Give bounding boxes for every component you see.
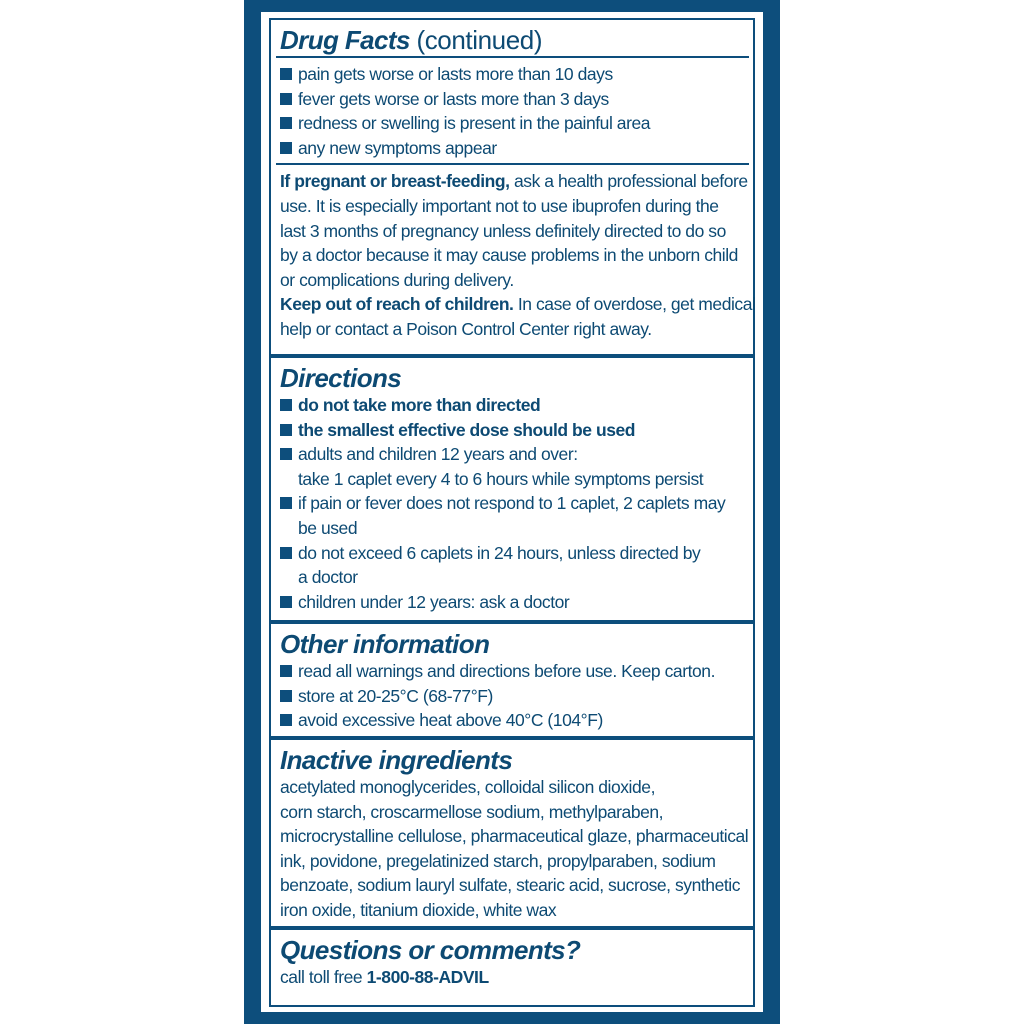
bullet-square-icon [280, 497, 292, 509]
label-panel [244, 0, 780, 1024]
questions-heading: Questions or comments? [280, 935, 581, 965]
other-information-section [269, 622, 755, 738]
bullet-square-icon [280, 448, 292, 460]
list-item: pain gets worse or lasts more than 10 days [280, 62, 745, 87]
inactive-ingredients-text: acetylated monoglycerides, colloidal silicon dioxide, corn starch, croscarmellose sodium, methylparaben, microcrystalline cellulose, pharmaceutical glaze, pharmaceutical ink, povidone, pregelatinized starch, propylparaben, sodium benzoate, sodium lauryl sulfate, stearic acid, sucrose, synthetic iron oxide, titanium dioxide, white wax [280, 777, 749, 920]
other-information-list [280, 659, 745, 733]
section-rule [276, 163, 749, 165]
label-inner [261, 12, 763, 1012]
list-item: the smallest effective dose should be used [280, 418, 745, 443]
bullet-square-icon [280, 424, 292, 436]
directions-heading: Directions [280, 363, 402, 393]
keep-out-of-reach-warning: Keep out of reach of children. In case of overdose, get medical help or contact a Poison Control Center right away. [280, 294, 756, 339]
bullet-square-icon [280, 665, 292, 677]
section-rule [276, 56, 749, 58]
drug-facts-section [269, 18, 755, 356]
questions-section [269, 928, 755, 1007]
inactive-ingredients-section [269, 738, 755, 928]
directions-section [269, 356, 755, 622]
list-item: avoid excessive heat above 40°C (104°F) [280, 708, 745, 733]
pregnancy-warning-lead: If pregnant or breast-feeding, [280, 171, 510, 192]
keep-out-lead: Keep out of reach of children. [280, 294, 514, 315]
phone-number: 1-800-88-ADVIL [366, 967, 489, 987]
list-item: do not exceed 6 caplets in 24 hours, unless directed by [280, 541, 745, 566]
list-item: do not take more than directed [280, 393, 745, 418]
heading-suffix: (continued) [416, 25, 543, 55]
list-item: redness or swelling is present in the painful area [280, 111, 745, 136]
list-item: read all warnings and directions before use. Keep carton. [280, 659, 745, 684]
list-item: if pain or fever does not respond to 1 caplet, 2 caplets may [280, 491, 745, 516]
bullet-square-icon [280, 117, 292, 129]
list-item: fever gets worse or lasts more than 3 days [280, 87, 745, 112]
pregnancy-warning: If pregnant or breast-feeding, ask a health professional before use. It is especially important not to use ibuprofen during the last 3 months of pregnancy unless definitely directed to do so by a doctor because it may cause problems in the unborn child or complications during delivery. [280, 171, 748, 290]
bullet-square-icon [280, 714, 292, 726]
bullet-square-icon [280, 690, 292, 702]
drug-facts-heading: Drug Facts (continued) [280, 25, 543, 55]
bullet-square-icon [280, 68, 292, 80]
bullet-square-icon [280, 596, 292, 608]
list-item: store at 20-25°C (68-77°F) [280, 684, 745, 709]
other-information-heading: Other information [280, 629, 490, 659]
bullet-square-icon [280, 142, 292, 154]
list-item: adults and children 12 years and over: [280, 442, 745, 467]
stop-use-list [280, 62, 745, 160]
directions-list: do not take more than directed the smallest effective dose should be used adults and children 12 years and over: take 1 caplet every 4 to 6 hours while symptoms persist if pain or fever does not respond to 1 caplet, 2 caplets may be used do not exceed 6 caplets in 24 hours, unless directed by a doctor children under 12 years: ask a doctor [280, 393, 745, 614]
list-item: children under 12 years: ask a doctor [280, 590, 745, 615]
bullet-square-icon [280, 399, 292, 411]
inactive-ingredients-heading: Inactive ingredients [280, 745, 513, 775]
bullet-square-icon [280, 547, 292, 559]
list-item: any new symptoms appear [280, 136, 745, 161]
bullet-square-icon [280, 93, 292, 105]
toll-free-line: call toll free 1-800-88-ADVIL [280, 967, 489, 987]
